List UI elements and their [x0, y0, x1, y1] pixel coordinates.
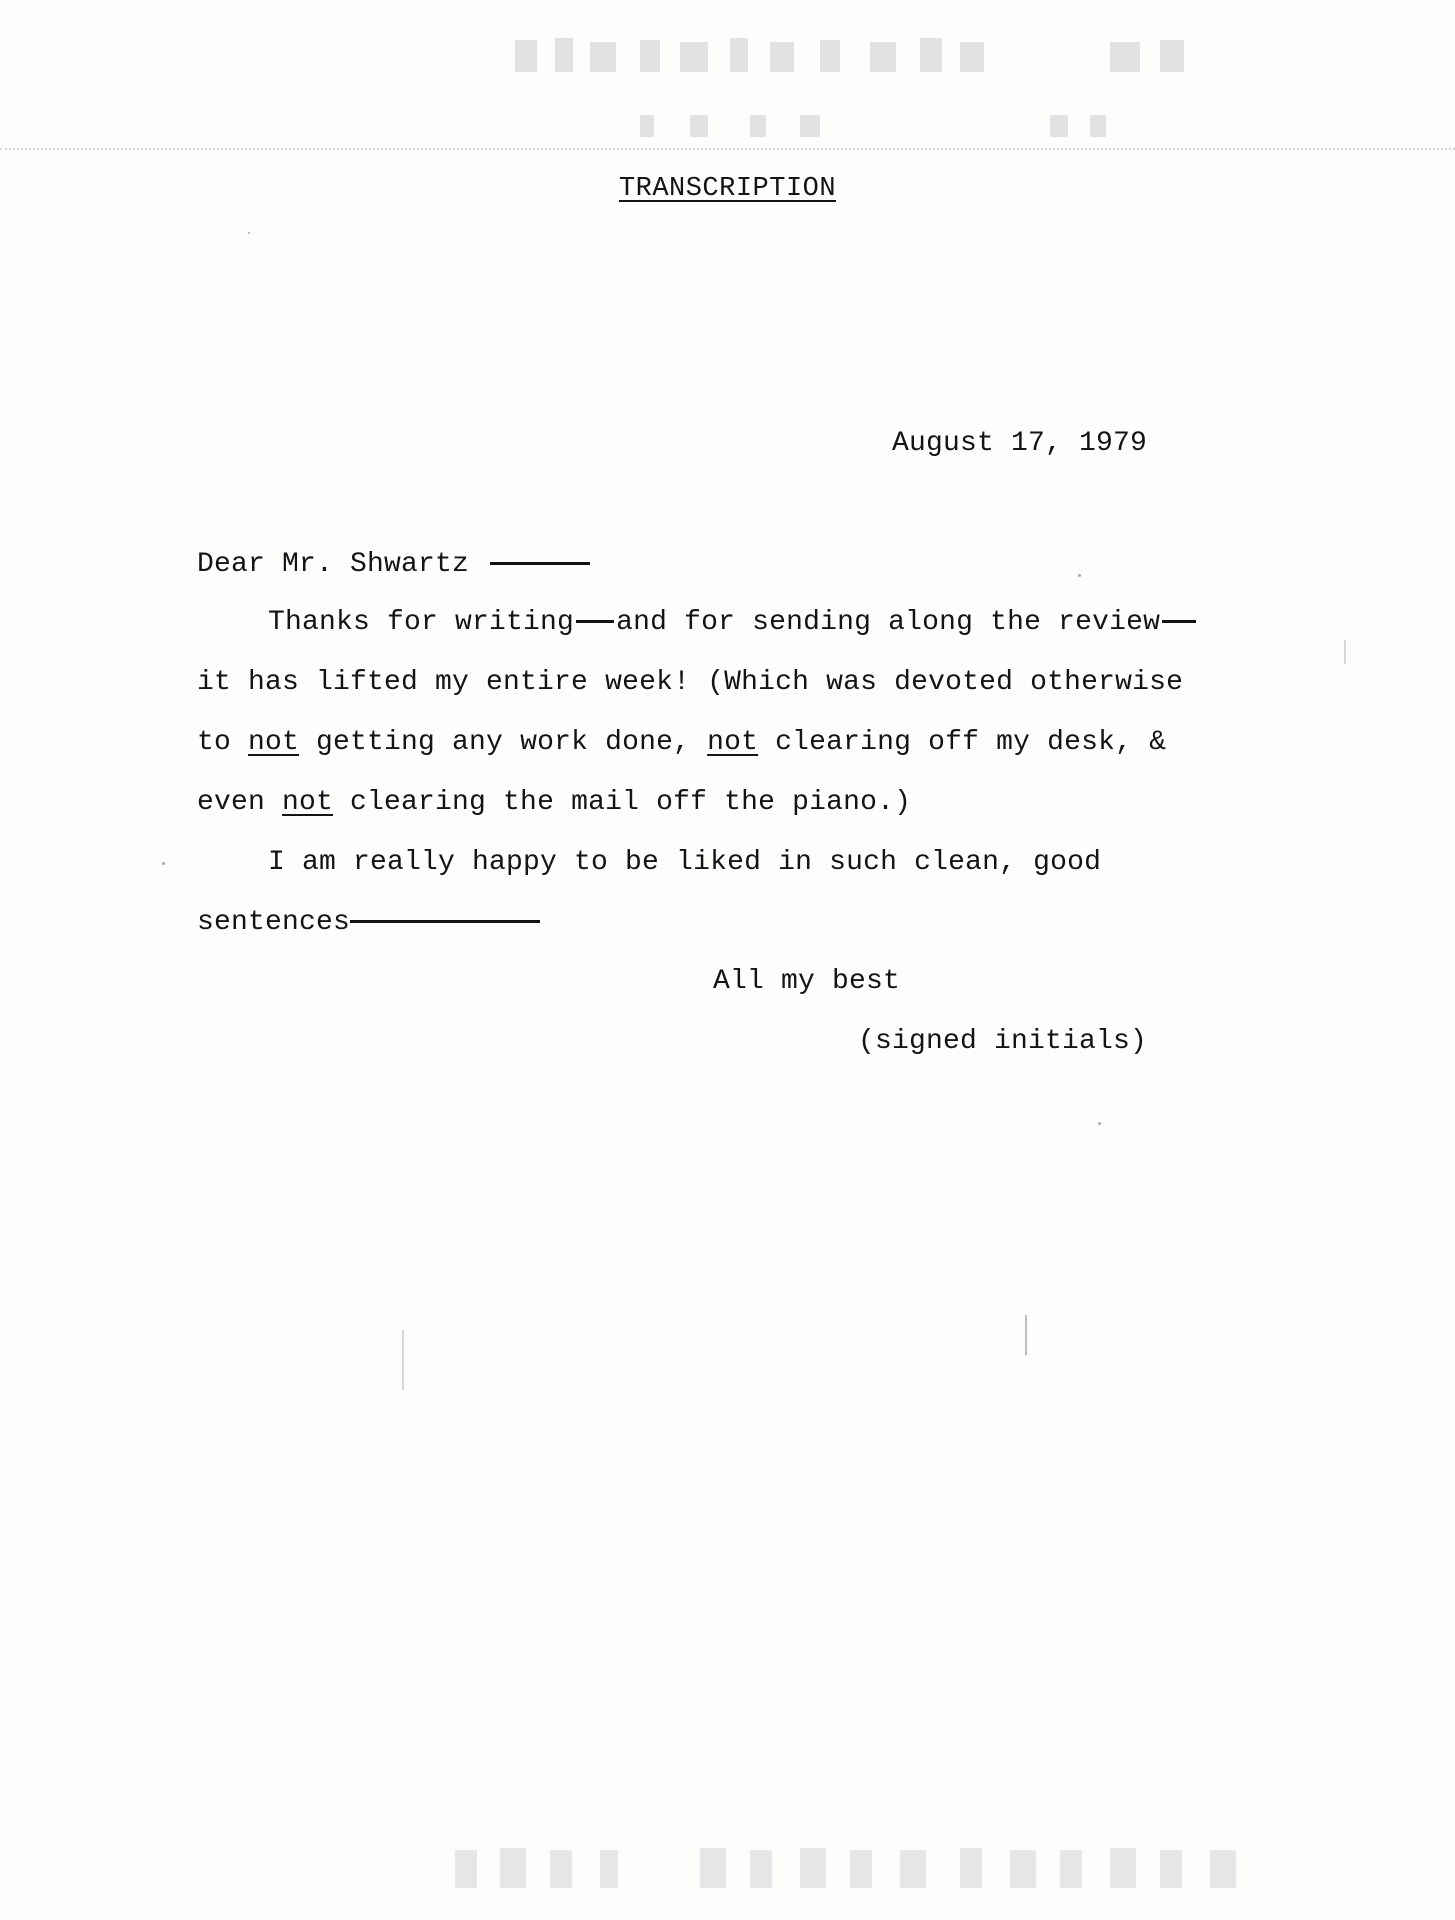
footer-bleed-through [0, 1820, 1455, 1920]
signature-note: (signed initials) [858, 1026, 1148, 1057]
paper-speck [1078, 574, 1081, 577]
salutation-text: Dear Mr. Shwartz [197, 549, 470, 580]
body-line-2: it has lifted my entire week! (Which was devoted otherwise [197, 667, 1184, 698]
body-line-1 [268, 607, 1196, 638]
body-line-4 [197, 787, 911, 818]
body-line-1-a: Thanks for writing [268, 607, 575, 638]
closing: All my best [713, 966, 901, 997]
letterhead-rule-bleed [0, 148, 1455, 150]
body-line-5: I am really happy to be liked in such clean, good [268, 847, 1102, 878]
body-line-4-a: even [197, 787, 283, 818]
paper-speck [1098, 1122, 1101, 1125]
body-line-4-b: clearing the mail off the piano.) [333, 787, 912, 818]
letterhead-bleed-through [0, 20, 1455, 160]
body-line-1-b: and for sending along the review [616, 607, 1161, 638]
paper-mark [1025, 1315, 1027, 1355]
letter-date: August 17, 1979 [892, 428, 1148, 459]
body-line-3-c: clearing off my desk, & [758, 727, 1167, 758]
body-line-3-a: to [197, 727, 249, 758]
em-dash [576, 620, 614, 623]
paper-speck [248, 232, 250, 234]
underlined-not: not [248, 727, 300, 758]
salutation [197, 549, 590, 580]
underlined-not: not [707, 727, 759, 758]
body-line-6 [197, 907, 540, 938]
body-line-3-b: getting any work done, [299, 727, 708, 758]
typed-dash [490, 562, 590, 565]
paper-mark [1344, 640, 1346, 664]
underlined-not: not [282, 787, 334, 818]
typed-dash [350, 920, 540, 923]
page-title: TRANSCRIPTION [618, 174, 837, 204]
em-dash [1162, 620, 1196, 623]
body-line-6-text: sentences [197, 907, 351, 938]
paper-speck [162, 862, 165, 865]
paper-mark [402, 1330, 404, 1390]
body-line-3 [197, 727, 1166, 758]
